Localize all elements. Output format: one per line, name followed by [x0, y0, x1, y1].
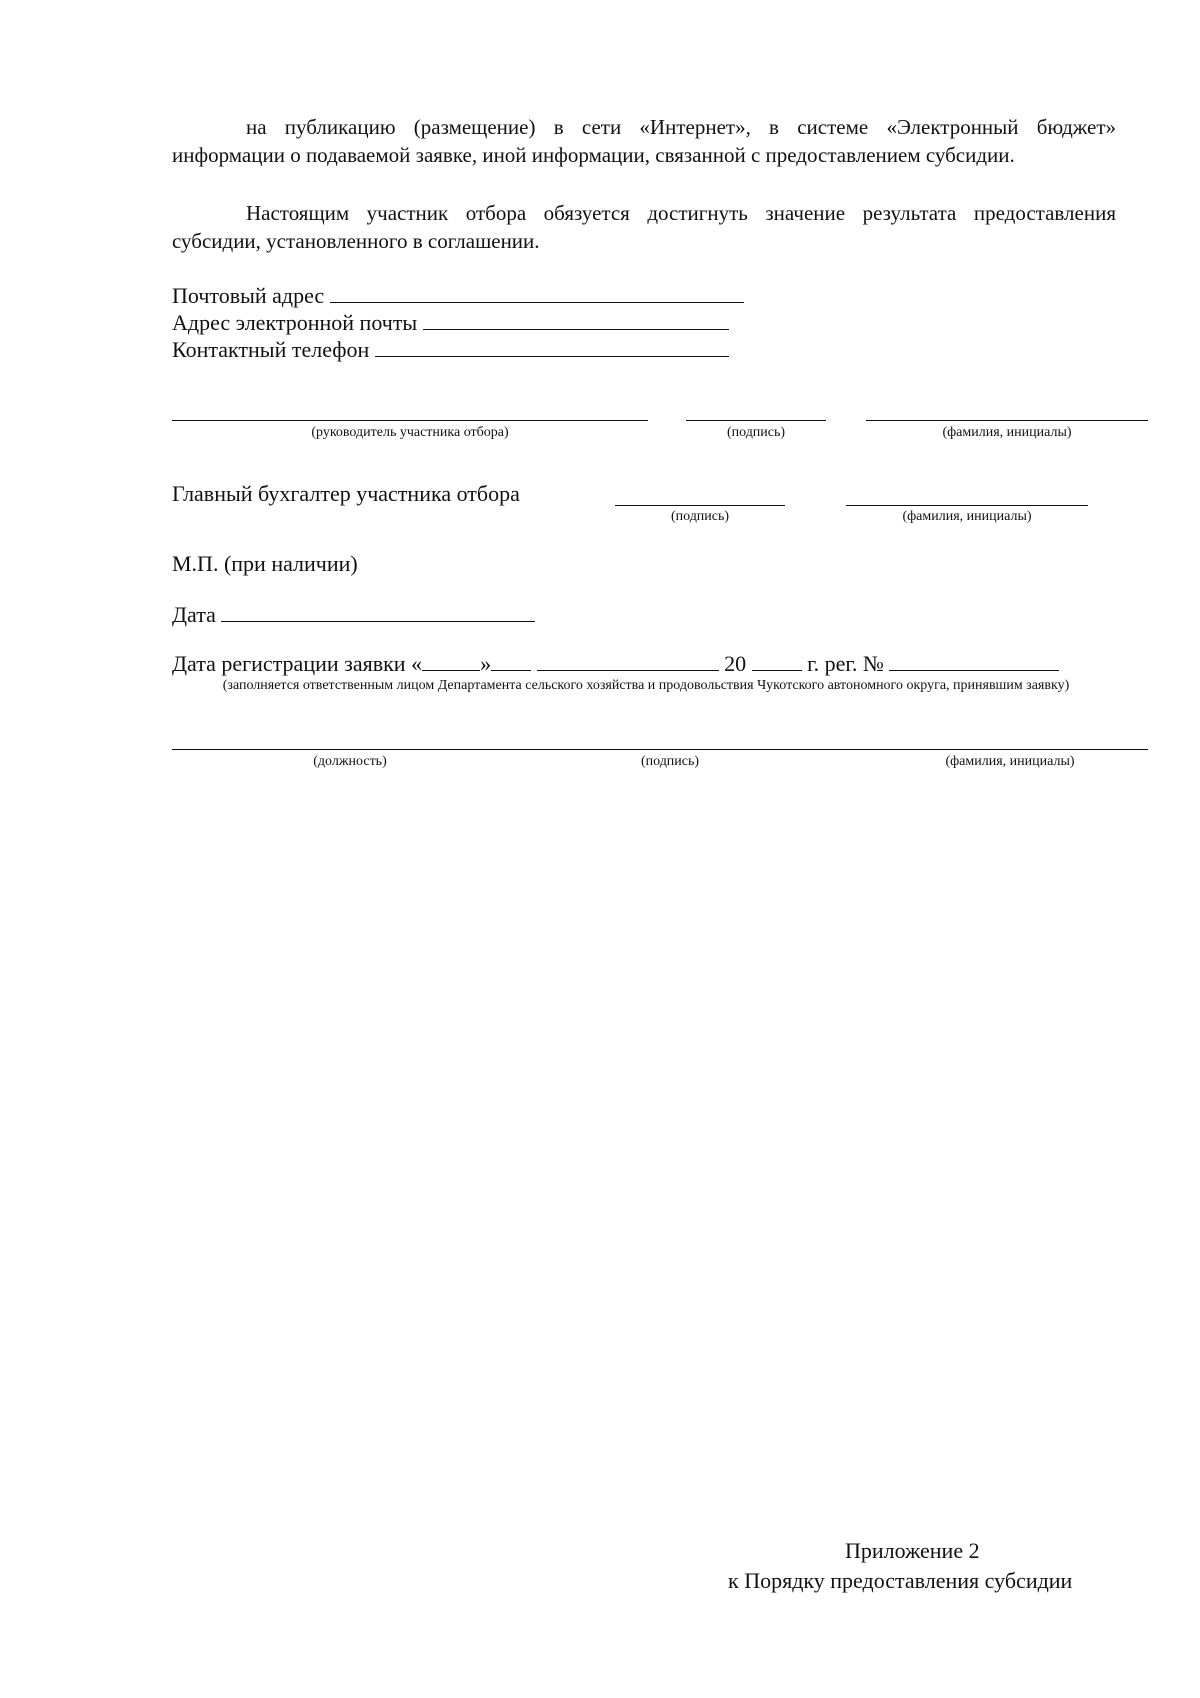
head-name-caption: (фамилия, инициалы)	[942, 425, 1072, 440]
registration-day-blank[interactable]	[422, 648, 480, 671]
head-role-line[interactable]	[172, 420, 648, 421]
registration-quote-close: »	[480, 651, 492, 676]
appendix-number: Приложение 2	[845, 1538, 980, 1563]
registration-field	[172, 648, 1059, 678]
appendix-reference: к Порядку предоставления субсидии	[728, 1568, 1073, 1593]
registration-label: Дата регистрации заявки «	[172, 651, 423, 676]
official-position-caption: (должность)	[313, 754, 387, 769]
registration-year-suffix: г.	[807, 651, 820, 676]
accountant-name-line[interactable]	[846, 505, 1088, 506]
date-blank[interactable]	[221, 599, 535, 622]
phone-blank[interactable]	[375, 334, 729, 357]
email-field	[172, 307, 729, 337]
phone-label: Контактный телефон	[172, 337, 370, 362]
official-signature-caption: (подпись)	[640, 754, 700, 769]
postal-address-field	[172, 280, 744, 310]
accountant-signature-caption: (подпись)	[670, 509, 730, 524]
email-blank[interactable]	[423, 307, 729, 330]
head-signature-caption: (подпись)	[726, 425, 786, 440]
commitment-paragraph: Настоящим участник отбора обязуется достигнуть значение результата предоставления субсидии, установленного в соглашении.	[172, 201, 1116, 253]
head-name-line[interactable]	[866, 420, 1148, 421]
date-field	[172, 599, 535, 629]
registration-month-blank[interactable]	[537, 648, 719, 671]
postal-address-label: Почтовый адрес	[172, 283, 325, 308]
registration-year-blank[interactable]	[752, 648, 802, 671]
registration-reg-label: рег. №	[824, 651, 884, 676]
phone-field	[172, 334, 729, 364]
head-role-caption: (руководитель участника отбора)	[311, 425, 509, 440]
date-label: Дата	[172, 602, 216, 627]
email-label: Адрес электронной почты	[172, 310, 418, 335]
consent-paragraph: на публикацию (размещение) в сети «Интернет», в системе «Электронный бюджет» информации о подаваемой заявке, иной информации, связанной с предоставлением субсидии.	[172, 115, 1116, 167]
official-name-caption: (фамилия, инициалы)	[945, 754, 1075, 769]
chief-accountant-label: Главный бухгалтер участника отбора	[172, 481, 520, 506]
accountant-signature-line[interactable]	[615, 505, 785, 506]
head-signature-line[interactable]	[686, 420, 826, 421]
postal-address-blank[interactable]	[330, 280, 744, 303]
registration-extra-blank[interactable]	[491, 648, 531, 671]
official-signature-line[interactable]	[172, 749, 1148, 750]
registration-note: (заполняется ответственным лицом Департамента сельского хозяйства и продовольствия Чукотского автономного округа, принявшим заявку)	[222, 678, 1070, 693]
accountant-name-caption: (фамилия, инициалы)	[902, 509, 1032, 524]
registration-year-prefix: 20	[724, 651, 747, 676]
stamp-label: М.П. (при наличии)	[172, 551, 358, 576]
registration-number-blank[interactable]	[889, 648, 1059, 671]
